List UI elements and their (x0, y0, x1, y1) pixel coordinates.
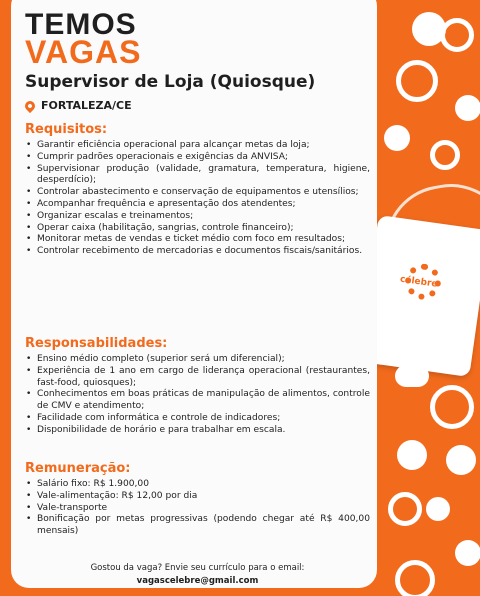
badge-brand: célebre (399, 274, 439, 290)
list-item: • Disponibilidade de horário e para trabalhar em escala. (25, 425, 370, 437)
list-item: • Salário fixo: R$ 1.900,00 (25, 479, 370, 491)
decor-dot (446, 445, 476, 475)
list-item: • Experiência de 1 ano em cargo de liderança operacional (restaurantes, fast-food, quiosques); (25, 366, 370, 390)
list-item: • Organizar escalas e treinamentos; (25, 211, 370, 223)
decor-ring (430, 385, 474, 429)
decor-ring (396, 60, 438, 102)
list-item: • Cumprir padrões operacionais e exigências da ANVISA; (25, 152, 370, 164)
location-text: FORTALEZA/CE (41, 99, 132, 112)
list-item: • Vale-transporte (25, 503, 370, 515)
footer-cta: Gostou da vaga? Envie seu currículo para o email: (90, 563, 305, 573)
list-item: • Garantir eficiência operacional para alcançar metas da loja; (25, 140, 370, 152)
list-item: • Ensino médio completo (superior será um diferencial); (25, 354, 370, 366)
list-item: • Monitorar metas de vendas e ticket médio com foco em resultados; (25, 234, 370, 246)
list-item: • Acompanhar frequência e apresentação dos atendentes; (25, 199, 370, 211)
decor-dot (384, 125, 410, 151)
decor-ring (395, 560, 435, 596)
list-item: • Operar caixa (habilitação, sangrias, controle financeiro); (25, 223, 370, 235)
list-item: • Facilidade com informática e controle de indicadores; (25, 413, 370, 425)
section-title-responsabilidades: Responsabilidades: (25, 336, 168, 351)
decor-dot (397, 440, 427, 470)
headline-line1: TEMOS (25, 8, 137, 41)
section-title-remuneracao: Remuneração: (25, 461, 131, 476)
job-title: Supervisor de Loja (Quiosque) (25, 72, 316, 92)
list-item: • Bonificação por metas progressivas (podendo chegar até R$ 400,00 mensais) (25, 514, 370, 538)
decor-ring (440, 18, 474, 52)
decor-ring (430, 140, 460, 170)
headline-line2: VAGAS (25, 34, 142, 70)
compensation-list (25, 479, 370, 538)
responsibilities-list (25, 354, 370, 437)
decor-ring (388, 492, 422, 526)
decor-dot (455, 95, 480, 121)
list-item: • Controlar recebimento de mercadorias e documentos fiscais/sanitários. (25, 246, 370, 258)
job-location (25, 99, 132, 112)
list-item: • Supervisionar produção (validade, gramatura, temperatura, higiene, desperdício); (25, 164, 370, 188)
list-item: • Conhecimentos em boas práticas de manipulação de alimentos, controle de CMV e atendimento; (25, 389, 370, 413)
decor-dot (455, 540, 480, 566)
requirements-list (25, 140, 370, 258)
decor-dot (426, 497, 450, 521)
location-pin-icon (23, 98, 37, 112)
footer-email[interactable]: vagascelebre@gmail.com (136, 576, 259, 586)
list-item: • Vale-alimentação: R$ 12,00 por dia (25, 491, 370, 503)
decor-pill (395, 365, 429, 387)
section-title-requisitos: Requisitos: (25, 122, 108, 137)
list-item: • Controlar abastecimento e conservação de equipamentos e utensílios; (25, 187, 370, 199)
